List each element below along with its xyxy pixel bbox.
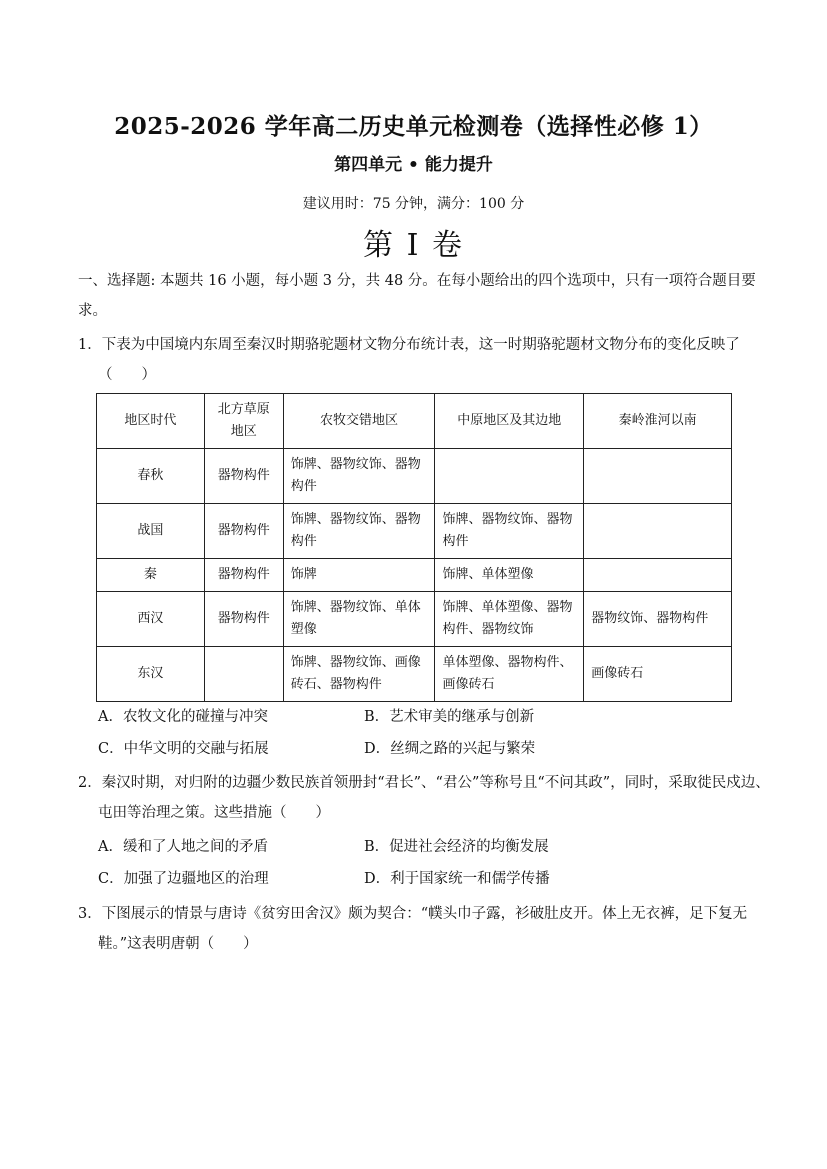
table-cell bbox=[584, 504, 732, 559]
camel-artifact-table bbox=[96, 393, 732, 702]
table-header-cell: 中原地区及其边地 bbox=[435, 394, 584, 449]
table-cell: 饰牌、单体塑像、器物构件、器物纹饰 bbox=[435, 592, 584, 647]
table-row bbox=[97, 504, 732, 559]
table-cell: 单体塑像、器物构件、画像砖石 bbox=[435, 647, 584, 702]
question-2-options bbox=[98, 831, 758, 895]
table-cell: 饰牌、单体塑像 bbox=[435, 559, 584, 592]
section-intro: 一、选择题: 本题共 16 小题，每小题 3 分，共 48 分。在每小题给出的四个选项中，只有一项符合题目要求。 bbox=[78, 273, 756, 319]
option-a[interactable]: A．农牧文化的碰撞与冲突 bbox=[98, 709, 268, 725]
table-cell: 春秋 bbox=[97, 449, 205, 504]
option-c[interactable]: C．中华文明的交融与拓展 bbox=[98, 741, 269, 757]
table-cell: 饰牌、器物纹饰、画像砖石、器物构件 bbox=[283, 647, 435, 702]
question-2-stem: 2．秦汉时期，对归附的边疆少数民族首领册封“君长”、“君公”等称号且“不问其政”，同时，采取徙民戍边、屯田等治理之策。这些措施（ ） bbox=[78, 775, 770, 821]
table-header-cell: 地区时代 bbox=[97, 394, 205, 449]
table-cell: 画像砖石 bbox=[584, 647, 732, 702]
table-cell: 器物构件 bbox=[204, 504, 283, 559]
table-header-row bbox=[97, 394, 732, 449]
exam-title: 2025-2026 学年高二历史单元检测卷（选择性必修 1） bbox=[114, 113, 713, 140]
question-1-options bbox=[98, 701, 758, 765]
table-cell bbox=[584, 449, 732, 504]
table-row bbox=[97, 449, 732, 504]
unit-subtitle: 第四单元 • 能力提升 bbox=[334, 155, 493, 175]
table-cell: 器物纹饰、器物构件 bbox=[584, 592, 732, 647]
table-cell: 东汉 bbox=[97, 647, 205, 702]
volume-heading: 第 I 卷 bbox=[363, 228, 464, 263]
question-1-stem: 1．下表为中国境内东周至秦汉时期骆驼题材文物分布统计表，这一时期骆驼题材文物分布的变化反映了（ ） bbox=[78, 337, 740, 383]
table-cell: 秦 bbox=[97, 559, 205, 592]
table-cell: 饰牌 bbox=[283, 559, 435, 592]
table-row bbox=[97, 647, 732, 702]
option-a[interactable]: A．缓和了人地之间的矛盾 bbox=[98, 839, 268, 855]
table-cell: 器物构件 bbox=[204, 559, 283, 592]
table-cell: 战国 bbox=[97, 504, 205, 559]
option-b[interactable]: B．促进社会经济的均衡发展 bbox=[364, 839, 549, 855]
table-cell bbox=[584, 559, 732, 592]
table-cell: 饰牌、器物纹饰、单体塑像 bbox=[283, 592, 435, 647]
question-3-stem: 3．下图展示的情景与唐诗《贫穷田舍汉》颇为契合：“幞头巾子露，衫破肚皮开。体上无衣裤，足下复无鞋。”这表明唐朝（ ） bbox=[78, 906, 748, 952]
option-d[interactable]: D．利于国家统一和儒学传播 bbox=[364, 871, 550, 887]
table-cell bbox=[204, 647, 283, 702]
table-header-cell: 农牧交错地区 bbox=[283, 394, 435, 449]
table-cell: 饰牌、器物纹饰、器物构件 bbox=[435, 504, 584, 559]
option-c[interactable]: C．加强了边疆地区的治理 bbox=[98, 871, 269, 887]
table-row bbox=[97, 592, 732, 647]
table-cell: 西汉 bbox=[97, 592, 205, 647]
option-b[interactable]: B．艺术审美的继承与创新 bbox=[364, 709, 535, 725]
table-row bbox=[97, 559, 732, 592]
table-cell bbox=[435, 449, 584, 504]
table-header-cell: 北方草原地区 bbox=[204, 394, 283, 449]
time-note: 建议用时：75 分钟，满分：100 分 bbox=[302, 196, 525, 212]
table-cell: 饰牌、器物纹饰、器物构件 bbox=[283, 504, 435, 559]
table-cell: 器物构件 bbox=[204, 592, 283, 647]
table-header-cell: 秦岭淮河以南 bbox=[584, 394, 732, 449]
table-cell: 饰牌、器物纹饰、器物构件 bbox=[283, 449, 435, 504]
table-cell: 器物构件 bbox=[204, 449, 283, 504]
option-d[interactable]: D．丝绸之路的兴起与繁荣 bbox=[364, 741, 536, 757]
